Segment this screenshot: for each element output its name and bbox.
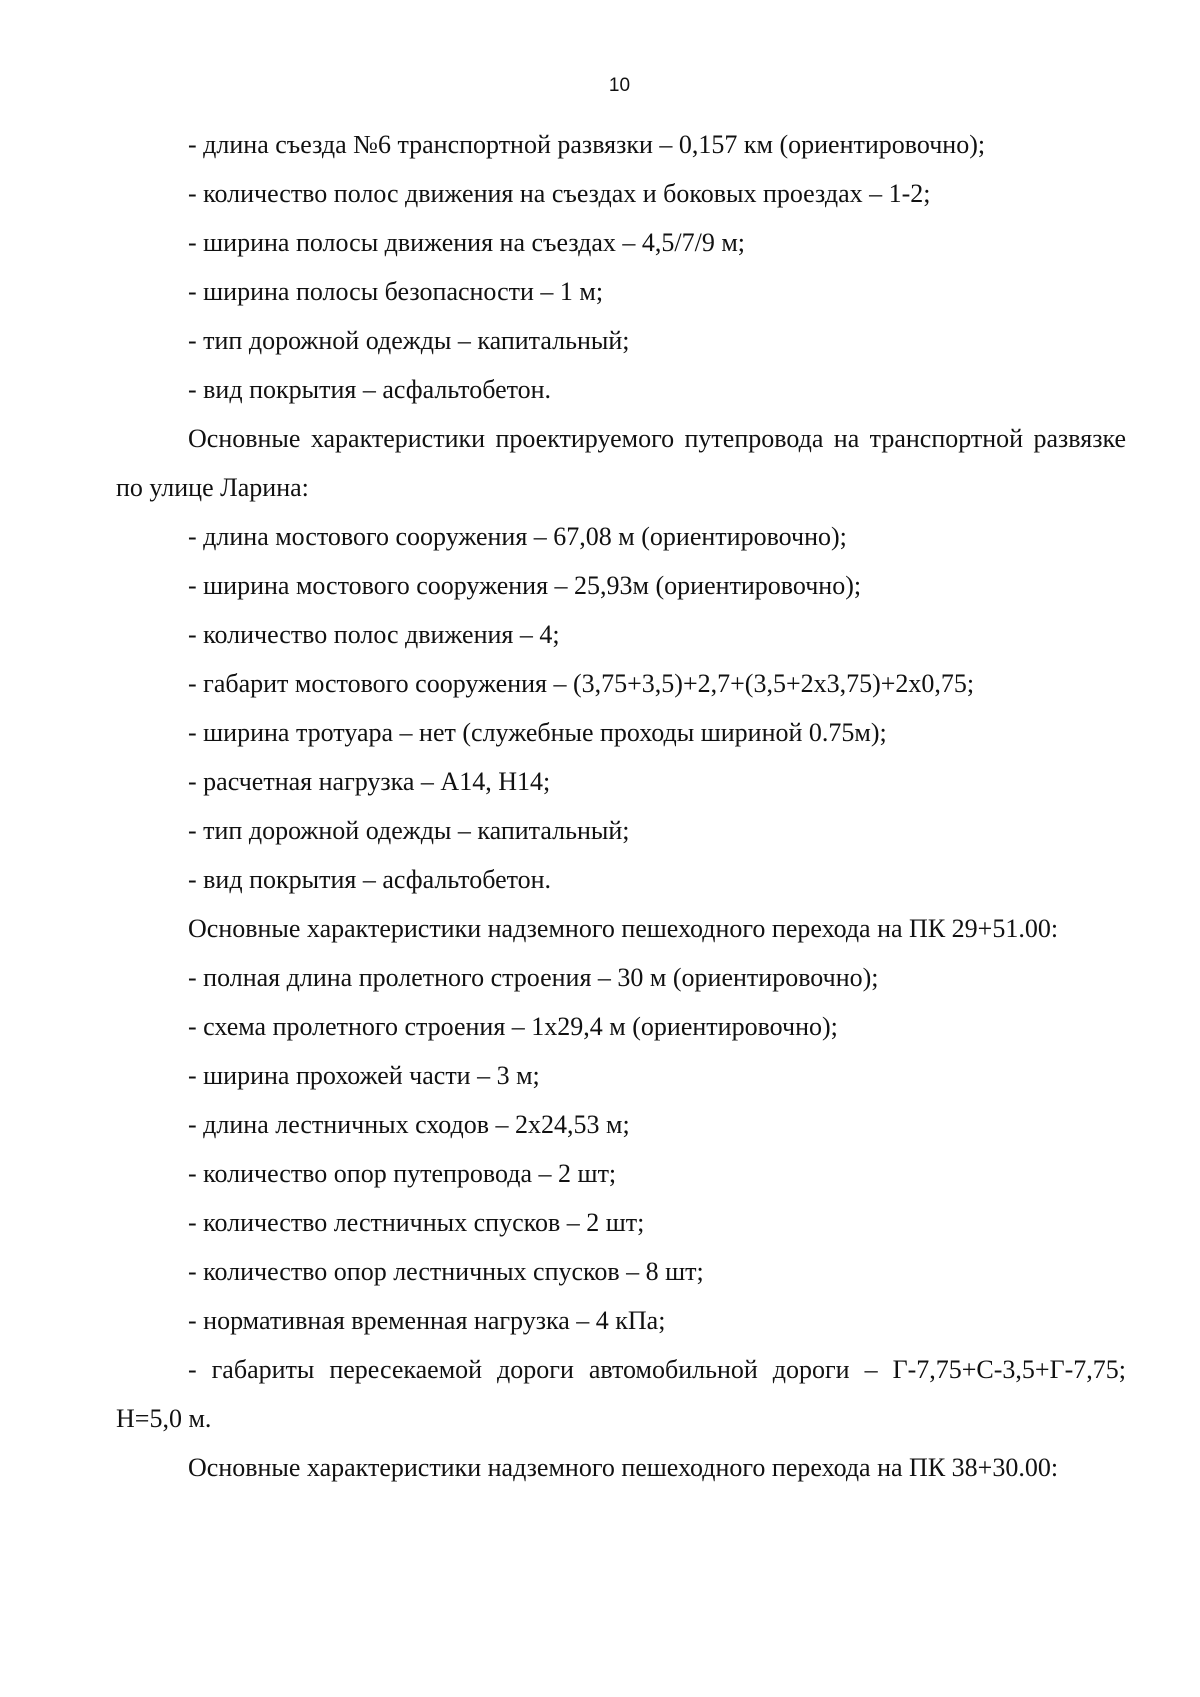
list-item: - количество лестничных спусков – 2 шт; (188, 1208, 645, 1237)
list-item: - количество полос движения на съездах и боковых проездах – 1-2; (188, 179, 931, 208)
section-heading-paragraph: Основные характеристики надземного пешеходного перехода на ПК 29+51.00: (188, 914, 1059, 943)
page-number: 10 (608, 75, 631, 96)
list-item: - длина мостового сооружения – 67,08 м (ориентировочно); (188, 522, 847, 551)
list-item: - габарит мостового сооружения – (3,75+3,5)+2,7+(3,5+2х3,75)+2х0,75; (188, 669, 975, 698)
list-item: - длина лестничных сходов – 2х24,53 м; (188, 1110, 630, 1139)
list-item: - тип дорожной одежды – капитальный; (188, 326, 630, 355)
list-item: - ширина мостового сооружения – 25,93м (ориентировочно); (188, 571, 862, 600)
list-item: - ширина прохожей части – 3 м; (188, 1061, 540, 1090)
list-item: - количество опор лестничных спусков – 8 шт; (188, 1257, 704, 1286)
list-item: - ширина полосы безопасности – 1 м; (188, 277, 604, 306)
list-item: - габариты пересекаемой дороги автомобильной дороги – Г-7,75+С-3,5+Г-7,75; Н=5,0 м. (116, 1355, 1126, 1433)
list-item: - количество полос движения – 4; (188, 620, 560, 649)
list-item: - количество опор путепровода – 2 шт; (188, 1159, 617, 1188)
document-body (116, 120, 1126, 1492)
section-heading-paragraph: Основные характеристики проектируемого путепровода на транспортной развязке по улице Ларина: (116, 424, 1126, 502)
section-heading-paragraph: Основные характеристики надземного пешеходного перехода на ПК 38+30.00: (188, 1453, 1059, 1482)
list-item: - тип дорожной одежды – капитальный; (188, 816, 630, 845)
list-item: - схема пролетного строения – 1х29,4 м (ориентировочно); (188, 1012, 838, 1041)
list-item: - вид покрытия – асфальтобетон. (188, 865, 552, 894)
list-item: - ширина тротуара – нет (служебные проходы шириной 0.75м); (188, 718, 887, 747)
list-item: - ширина полосы движения на съездах – 4,5/7/9 м; (188, 228, 746, 257)
list-item: - расчетная нагрузка – А14, Н14; (188, 767, 551, 796)
list-item: - нормативная временная нагрузка – 4 кПа; (188, 1306, 666, 1335)
list-item: - полная длина пролетного строения – 30 м (ориентировочно); (188, 963, 879, 992)
list-item: - вид покрытия – асфальтобетон. (188, 375, 552, 404)
list-item: - длина съезда №6 транспортной развязки – 0,157 км (ориентировочно); (188, 130, 986, 159)
